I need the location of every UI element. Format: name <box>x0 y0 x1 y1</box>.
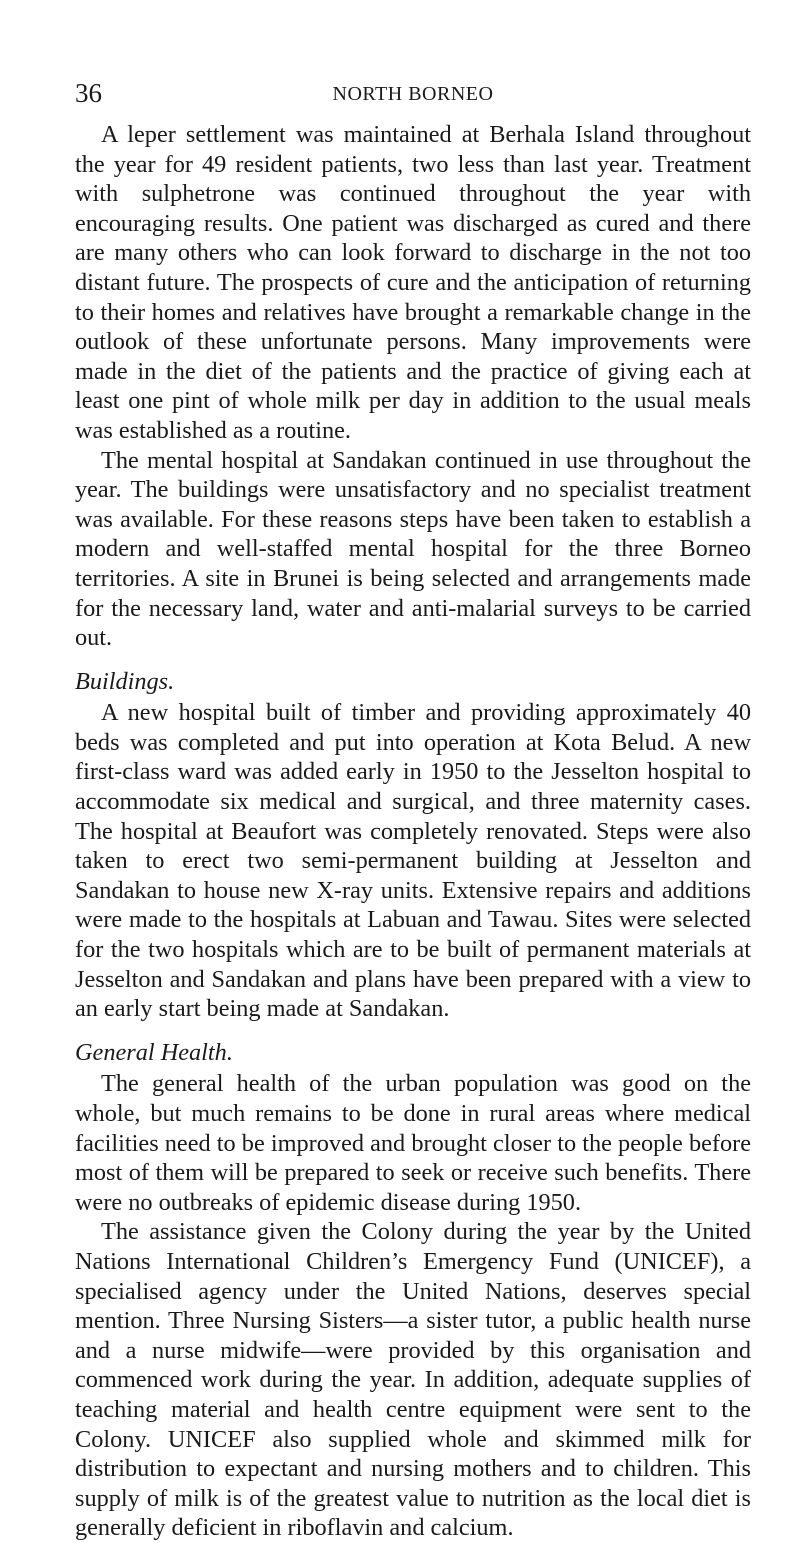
paragraph-unicef: The assistance given the Colony during the year by the United Nations International Children’s Emergency Fund (UNICEF), a specialised agency under the United Nations, deserves special mention. Three Nursing Sisters—a sister tutor, a public health nurse and a nurse midwife—were provided by this organisation and commenced work during the year. In addition, adequate supplies of teaching material and health centre equipment were sent to the Colony. UNICEF also supplied whole and skimmed milk for distribution to expectant and nursing mothers and to children. This supply of milk is of the greatest value to nutrition as the local diet is generally deficient in riboflavin and calcium. <box>75 1218 751 1542</box>
section-heading-buildings: Buildings. <box>75 667 175 695</box>
paragraph-buildings: A new hospital built of timber and providing approximately 40 beds was completed and put into operation at Kota Belud. A new first-class ward was added early in 1950 to the Jesselton hospital to accommodate six medical and surgical, and three maternity cases. The hospital at Beaufort was completely renovated. Steps were also taken to erect two semi-permanent building at Jesselton and Sandakan to house new X-ray units. Extensive repairs and additions were made to the hospitals at Labuan and Tawau. Sites were selected for the two hospitals which are to be built of permanent materials at Jesselton and Sandakan and plans have been prepared with a view to an early start being made at Sandakan. <box>75 699 751 1023</box>
paragraph-general-health: The general health of the urban population was good on the whole, but much remains to be done in rural areas where medical facilities need to be improved and brought closer to the people before most of them will be prepared to seek or receive such benefits. There were no outbreaks of epidemic disease during 1950. <box>75 1070 751 1216</box>
running-head: NORTH BORNEO <box>332 83 494 105</box>
paragraph-mental-hospital: The mental hospital at Sandakan continued in use throughout the year. The buildings were unsatisfactory and no specialist treatment was available. For these reasons steps have been taken to establish a modern and well-staffed mental hospital for the three Borneo territories. A site in Brunei is being selected and arrangements made for the necessary land, water and anti-malarial surveys to be carried out. <box>75 446 751 652</box>
page-number: 36 <box>75 78 102 108</box>
body-text <box>75 120 751 1543</box>
paragraph-leper-settlement: A leper settlement was maintained at Berhala Island throughout the year for 49 resident patients, two less than last year. Treatment with sulphetrone was continued throughout the year with encouraging results. One patient was discharged as cured and there are many others who can look forward to discharge in the not too distant future. The prospects of cure and the anticipation of returning to their homes and relatives have brought a remarkable change in the outlook of these unfortunate persons. Many improvements were made in the diet of the patients and the practice of giving each at least one pint of whole milk per day in addition to the usual meals was established as a routine. <box>75 121 751 444</box>
page-header <box>75 78 751 118</box>
section-heading-general-health: General Health. <box>75 1038 233 1066</box>
